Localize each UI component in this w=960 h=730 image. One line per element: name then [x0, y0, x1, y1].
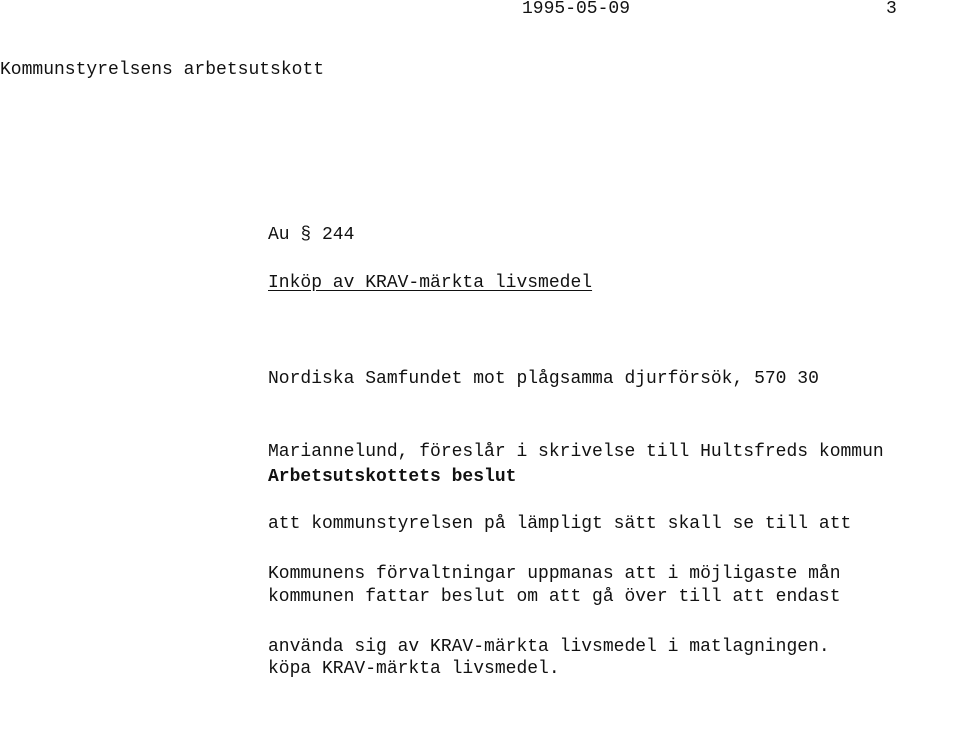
- body-line: Nordiska Samfundet mot plågsamma djurförsök, 570 30: [268, 369, 819, 389]
- page-number: 3: [886, 0, 897, 19]
- decision-heading: Arbetsutskottets beslut: [268, 467, 517, 487]
- decision-line: använda sig av KRAV-märkta livsmedel i matlagningen.: [268, 636, 830, 657]
- section-reference: Au § 244: [268, 225, 355, 245]
- committee-name: Kommunstyrelsens arbetsutskott: [0, 60, 325, 80]
- decision-line: Kommunens förvaltningar uppmanas att i möjligaste mån: [268, 564, 841, 584]
- document-heading: Inköp av KRAV-märkta livsmedel: [268, 273, 593, 293]
- body-line: kommunen fattar beslut om att gå över till att endast: [268, 586, 841, 607]
- body-line: Mariannelund, föreslår i skrivelse till Hultsfreds kommun: [268, 441, 884, 462]
- decision-paragraph: [268, 514, 841, 707]
- body-line: att kommunstyrelsen på lämpligt sätt skall se till att: [268, 514, 852, 534]
- body-line: köpa KRAV-märkta livsmedel.: [268, 659, 560, 679]
- document-date: 1995-05-09: [522, 0, 631, 19]
